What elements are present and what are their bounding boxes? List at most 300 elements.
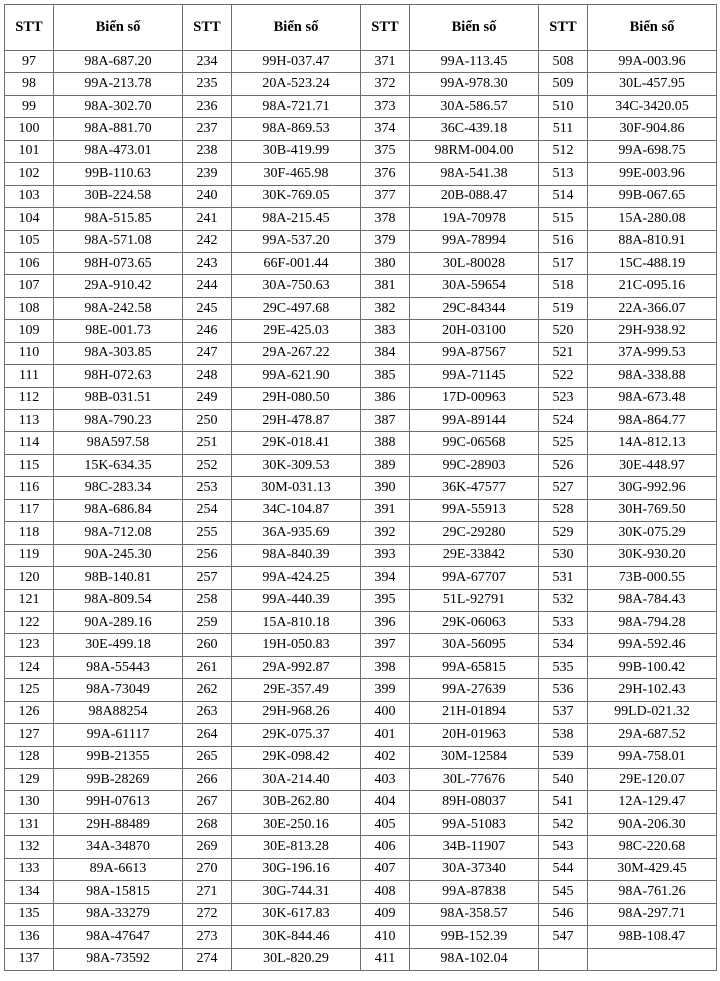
stt-cell: 235 — [183, 73, 232, 95]
stt-cell: 113 — [5, 410, 54, 432]
stt-cell: 394 — [361, 567, 410, 589]
stt-cell: 255 — [183, 522, 232, 544]
plate-number-cell: 98A-809.54 — [54, 589, 183, 611]
plate-number-cell: 98A-297.71 — [588, 903, 717, 925]
plate-number-cell: 99A-78994 — [410, 230, 539, 252]
stt-cell: 272 — [183, 903, 232, 925]
plate-number-cell: 98A-673.48 — [588, 387, 717, 409]
stt-cell: 525 — [539, 432, 588, 454]
plate-number-cell: 99A-55913 — [410, 499, 539, 521]
plate-number-cell: 99LD-021.32 — [588, 701, 717, 723]
table-row — [5, 679, 717, 701]
stt-cell: 237 — [183, 118, 232, 140]
stt-cell: 378 — [361, 208, 410, 230]
stt-cell: 400 — [361, 701, 410, 723]
plate-number-cell: 98B-031.51 — [54, 387, 183, 409]
plate-number-cell: 29H-938.92 — [588, 320, 717, 342]
stt-cell: 387 — [361, 410, 410, 432]
plate-number-cell: 98B-108.47 — [588, 926, 717, 948]
stt-cell: 384 — [361, 342, 410, 364]
plate-number-cell: 30F-465.98 — [232, 163, 361, 185]
table-row — [5, 320, 717, 342]
stt-cell: 371 — [361, 51, 410, 73]
stt-cell: 386 — [361, 387, 410, 409]
table-row — [5, 477, 717, 499]
plate-number-cell: 37A-999.53 — [588, 342, 717, 364]
table-row — [5, 813, 717, 835]
stt-cell: 535 — [539, 656, 588, 678]
plate-number-cell: 88A-810.91 — [588, 230, 717, 252]
plate-number-cell: 99A-67707 — [410, 567, 539, 589]
plate-number-cell: 98A-473.01 — [54, 140, 183, 162]
table-row — [5, 365, 717, 387]
plate-number-cell: 30L-77676 — [410, 769, 539, 791]
stt-cell: 126 — [5, 701, 54, 723]
stt-cell: 253 — [183, 477, 232, 499]
plate-number-cell: 98A-215.45 — [232, 208, 361, 230]
stt-cell: 514 — [539, 185, 588, 207]
plate-number-cell: 98A-712.08 — [54, 522, 183, 544]
plate-number-cell: 30A-59654 — [410, 275, 539, 297]
plate-number-cell: 34A-34870 — [54, 836, 183, 858]
stt-cell: 377 — [361, 185, 410, 207]
stt-cell: 537 — [539, 701, 588, 723]
plate-number-cell: 98A-541.38 — [410, 163, 539, 185]
plate-number-cell: 98A-47647 — [54, 926, 183, 948]
plate-number-cell: 99A-51083 — [410, 813, 539, 835]
stt-cell: 521 — [539, 342, 588, 364]
stt-cell: 527 — [539, 477, 588, 499]
plate-number-cell: 22A-366.07 — [588, 297, 717, 319]
stt-cell: 271 — [183, 881, 232, 903]
plate-number-cell: 36K-47577 — [410, 477, 539, 499]
stt-cell: 245 — [183, 297, 232, 319]
plate-number-cell: 66F-001.44 — [232, 252, 361, 274]
plate-number-cell: 98A-686.84 — [54, 499, 183, 521]
plate-number-cell: 98A-864.77 — [588, 410, 717, 432]
plate-number-cell: 98A-784.43 — [588, 589, 717, 611]
plate-number-cell: 98B-140.81 — [54, 567, 183, 589]
stt-cell: 268 — [183, 813, 232, 835]
plate-number-cell: 99A-698.75 — [588, 140, 717, 162]
plate-number-cell: 30L-820.29 — [232, 948, 361, 970]
plate-number-cell: 29E-357.49 — [232, 679, 361, 701]
plate-number-cell: 30G-196.16 — [232, 858, 361, 880]
table-row — [5, 140, 717, 162]
table-row — [5, 567, 717, 589]
plate-number-cell: 99A-621.90 — [232, 365, 361, 387]
plate-number-cell: 19A-70978 — [410, 208, 539, 230]
plate-number-cell: 30L-80028 — [410, 252, 539, 274]
plate-number-cell: 98A-761.26 — [588, 881, 717, 903]
plate-number-cell: 14A-812.13 — [588, 432, 717, 454]
stt-cell: 114 — [5, 432, 54, 454]
table-row — [5, 95, 717, 117]
stt-cell: 129 — [5, 769, 54, 791]
plate-number-cell: 98A-33279 — [54, 903, 183, 925]
plate-number-cell: 12A-129.47 — [588, 791, 717, 813]
stt-cell: 254 — [183, 499, 232, 521]
stt-cell: 541 — [539, 791, 588, 813]
plate-number-cell: 30B-419.99 — [232, 140, 361, 162]
plate-number-cell: 15K-634.35 — [54, 454, 183, 476]
stt-cell: 531 — [539, 567, 588, 589]
table-row — [5, 410, 717, 432]
plate-number-cell: 99B-21355 — [54, 746, 183, 768]
stt-cell: 512 — [539, 140, 588, 162]
stt-cell: 530 — [539, 544, 588, 566]
plate-number-cell: 30A-750.63 — [232, 275, 361, 297]
stt-cell: 529 — [539, 522, 588, 544]
stt-cell: 112 — [5, 387, 54, 409]
stt-cell: 240 — [183, 185, 232, 207]
plate-number-cell: 29A-687.52 — [588, 724, 717, 746]
plate-number-cell: 99A-440.39 — [232, 589, 361, 611]
plate-number-cell: 90A-289.16 — [54, 611, 183, 633]
stt-cell: 532 — [539, 589, 588, 611]
plate-number-cell: 89H-08037 — [410, 791, 539, 813]
stt-cell: 513 — [539, 163, 588, 185]
stt-cell: 379 — [361, 230, 410, 252]
stt-cell: 380 — [361, 252, 410, 274]
stt-cell: 403 — [361, 769, 410, 791]
plate-number-cell: 99A-89144 — [410, 410, 539, 432]
stt-cell: 251 — [183, 432, 232, 454]
table-header-row — [5, 5, 717, 51]
plate-number-cell: 99C-06568 — [410, 432, 539, 454]
plate-number-cell: 99A-003.96 — [588, 51, 717, 73]
plate-number-cell: 98C-220.68 — [588, 836, 717, 858]
plate-number-cell: 99B-28269 — [54, 769, 183, 791]
stt-cell: 249 — [183, 387, 232, 409]
plate-number-cell: 98A-73049 — [54, 679, 183, 701]
stt-cell: 402 — [361, 746, 410, 768]
stt-cell: 239 — [183, 163, 232, 185]
stt-cell: 105 — [5, 230, 54, 252]
header-plate-1: Biển số — [54, 5, 183, 51]
stt-cell: 544 — [539, 858, 588, 880]
plate-number-cell: 30L-457.95 — [588, 73, 717, 95]
stt-cell: 121 — [5, 589, 54, 611]
stt-cell: 392 — [361, 522, 410, 544]
stt-cell — [539, 948, 588, 970]
header-plate-3: Biển số — [410, 5, 539, 51]
stt-cell: 536 — [539, 679, 588, 701]
table-row — [5, 634, 717, 656]
plate-number-cell: 29E-425.03 — [232, 320, 361, 342]
stt-cell: 516 — [539, 230, 588, 252]
table-row — [5, 387, 717, 409]
stt-cell: 134 — [5, 881, 54, 903]
stt-cell: 111 — [5, 365, 54, 387]
table-row — [5, 454, 717, 476]
stt-cell: 261 — [183, 656, 232, 678]
plate-number-cell: 20H-03100 — [410, 320, 539, 342]
stt-cell: 264 — [183, 724, 232, 746]
stt-cell: 508 — [539, 51, 588, 73]
plate-number-cell: 98A-840.39 — [232, 544, 361, 566]
table-row — [5, 73, 717, 95]
plate-number-cell: 98H-073.65 — [54, 252, 183, 274]
plate-number-cell: 30K-617.83 — [232, 903, 361, 925]
table-row — [5, 724, 717, 746]
stt-cell: 107 — [5, 275, 54, 297]
stt-cell: 520 — [539, 320, 588, 342]
plate-number-cell: 89A-6613 — [54, 858, 183, 880]
stt-cell: 533 — [539, 611, 588, 633]
stt-cell: 135 — [5, 903, 54, 925]
stt-cell: 131 — [5, 813, 54, 835]
plate-number-cell: 30H-769.50 — [588, 499, 717, 521]
stt-cell: 247 — [183, 342, 232, 364]
stt-cell: 128 — [5, 746, 54, 768]
stt-cell: 407 — [361, 858, 410, 880]
plate-number-cell: 29A-267.22 — [232, 342, 361, 364]
stt-cell: 383 — [361, 320, 410, 342]
stt-cell: 137 — [5, 948, 54, 970]
stt-cell: 244 — [183, 275, 232, 297]
table-row — [5, 230, 717, 252]
stt-cell: 524 — [539, 410, 588, 432]
table-row — [5, 656, 717, 678]
stt-cell: 399 — [361, 679, 410, 701]
stt-cell: 547 — [539, 926, 588, 948]
stt-cell: 252 — [183, 454, 232, 476]
header-stt-1: STT — [5, 5, 54, 51]
plate-number-cell: 30B-262.80 — [232, 791, 361, 813]
stt-cell: 110 — [5, 342, 54, 364]
table-row — [5, 589, 717, 611]
stt-cell: 127 — [5, 724, 54, 746]
table-row — [5, 611, 717, 633]
plate-number-cell: 98A-515.85 — [54, 208, 183, 230]
stt-cell: 385 — [361, 365, 410, 387]
plate-number-cell: 90A-245.30 — [54, 544, 183, 566]
plate-number-cell: 98A-790.23 — [54, 410, 183, 432]
stt-cell: 410 — [361, 926, 410, 948]
plate-number-cell: 98A-721.71 — [232, 95, 361, 117]
stt-cell: 269 — [183, 836, 232, 858]
plate-number-cell: 99H-037.47 — [232, 51, 361, 73]
plate-number-cell: 99A-61117 — [54, 724, 183, 746]
plate-number-cell: 29E-120.07 — [588, 769, 717, 791]
plate-number-cell: 30M-031.13 — [232, 477, 361, 499]
plate-number-cell: 34C-104.87 — [232, 499, 361, 521]
plate-number-cell: 99A-87838 — [410, 881, 539, 903]
stt-cell: 236 — [183, 95, 232, 117]
stt-cell: 382 — [361, 297, 410, 319]
plate-number-cell: 99A-537.20 — [232, 230, 361, 252]
stt-cell: 405 — [361, 813, 410, 835]
plate-number-cell — [588, 948, 717, 970]
plate-number-cell: 30E-250.16 — [232, 813, 361, 835]
plate-number-cell: 21H-01894 — [410, 701, 539, 723]
plate-number-cell: 15A-810.18 — [232, 611, 361, 633]
plate-number-cell: 99A-71145 — [410, 365, 539, 387]
stt-cell: 243 — [183, 252, 232, 274]
header-stt-4: STT — [539, 5, 588, 51]
stt-cell: 263 — [183, 701, 232, 723]
plate-number-cell: 34B-11907 — [410, 836, 539, 858]
plate-number-cell: 98A-869.53 — [232, 118, 361, 140]
stt-cell: 517 — [539, 252, 588, 274]
plate-number-cell: 29K-098.42 — [232, 746, 361, 768]
table-row — [5, 836, 717, 858]
stt-cell: 390 — [361, 477, 410, 499]
stt-cell: 132 — [5, 836, 54, 858]
stt-cell: 388 — [361, 432, 410, 454]
plate-number-cell: 30A-56095 — [410, 634, 539, 656]
stt-cell: 234 — [183, 51, 232, 73]
plate-number-cell: 98A-302.70 — [54, 95, 183, 117]
stt-cell: 265 — [183, 746, 232, 768]
stt-cell: 408 — [361, 881, 410, 903]
plate-number-cell: 98A-571.08 — [54, 230, 183, 252]
plate-number-cell: 30K-930.20 — [588, 544, 717, 566]
stt-cell: 395 — [361, 589, 410, 611]
plate-number-cell: 30F-904.86 — [588, 118, 717, 140]
plate-number-cell: 30B-224.58 — [54, 185, 183, 207]
plate-number-cell: 99A-592.46 — [588, 634, 717, 656]
plate-number-cell: 99A-424.25 — [232, 567, 361, 589]
plate-number-cell: 15C-488.19 — [588, 252, 717, 274]
plate-number-cell: 98A-303.85 — [54, 342, 183, 364]
plate-number-cell: 98C-283.34 — [54, 477, 183, 499]
stt-cell: 522 — [539, 365, 588, 387]
plate-number-cell: 99B-100.42 — [588, 656, 717, 678]
plate-number-cell: 34C-3420.05 — [588, 95, 717, 117]
header-plate-4: Biển số — [588, 5, 717, 51]
plate-number-cell: 29A-910.42 — [54, 275, 183, 297]
plate-number-cell: 99A-113.45 — [410, 51, 539, 73]
plate-number-cell: 36A-935.69 — [232, 522, 361, 544]
plate-number-cell: 29K-018.41 — [232, 432, 361, 454]
plate-number-cell: 98A-102.04 — [410, 948, 539, 970]
stt-cell: 393 — [361, 544, 410, 566]
plate-number-cell: 99H-07613 — [54, 791, 183, 813]
stt-cell: 104 — [5, 208, 54, 230]
stt-cell: 376 — [361, 163, 410, 185]
plate-number-cell: 99A-87567 — [410, 342, 539, 364]
plate-number-cell: 15A-280.08 — [588, 208, 717, 230]
stt-cell: 545 — [539, 881, 588, 903]
plate-number-cell: 19H-050.83 — [232, 634, 361, 656]
table-row — [5, 903, 717, 925]
stt-cell: 546 — [539, 903, 588, 925]
stt-cell: 518 — [539, 275, 588, 297]
stt-cell: 115 — [5, 454, 54, 476]
stt-cell: 540 — [539, 769, 588, 791]
stt-cell: 116 — [5, 477, 54, 499]
table-row — [5, 163, 717, 185]
stt-cell: 242 — [183, 230, 232, 252]
plate-number-cell: 30E-813.28 — [232, 836, 361, 858]
stt-cell: 125 — [5, 679, 54, 701]
plate-number-cell: 98A-55443 — [54, 656, 183, 678]
stt-cell: 528 — [539, 499, 588, 521]
plate-number-cell: 98A-242.58 — [54, 297, 183, 319]
table-row — [5, 858, 717, 880]
table-row — [5, 881, 717, 903]
plate-number-cell: 98A-338.88 — [588, 365, 717, 387]
stt-cell: 396 — [361, 611, 410, 633]
stt-cell: 124 — [5, 656, 54, 678]
stt-cell: 523 — [539, 387, 588, 409]
plate-number-cell: 29C-84344 — [410, 297, 539, 319]
plate-number-cell: 98A88254 — [54, 701, 183, 723]
plate-number-cell: 98A-15815 — [54, 881, 183, 903]
stt-cell: 109 — [5, 320, 54, 342]
stt-cell: 375 — [361, 140, 410, 162]
plate-number-cell: 29C-497.68 — [232, 297, 361, 319]
plate-number-cell: 29H-102.43 — [588, 679, 717, 701]
stt-cell: 266 — [183, 769, 232, 791]
plate-number-cell: 30A-586.57 — [410, 95, 539, 117]
plate-number-cell: 90A-206.30 — [588, 813, 717, 835]
stt-cell: 406 — [361, 836, 410, 858]
table-row — [5, 746, 717, 768]
stt-cell: 98 — [5, 73, 54, 95]
stt-cell: 246 — [183, 320, 232, 342]
plate-number-cell: 29K-06063 — [410, 611, 539, 633]
plate-number-cell: 99E-003.96 — [588, 163, 717, 185]
stt-cell: 101 — [5, 140, 54, 162]
stt-cell: 136 — [5, 926, 54, 948]
plate-number-cell: 99B-067.65 — [588, 185, 717, 207]
plate-number-cell: 98H-072.63 — [54, 365, 183, 387]
table-row — [5, 701, 717, 723]
stt-cell: 519 — [539, 297, 588, 319]
stt-cell: 273 — [183, 926, 232, 948]
table-body — [5, 51, 717, 971]
plate-number-cell: 29C-29280 — [410, 522, 539, 544]
plate-number-cell: 29K-075.37 — [232, 724, 361, 746]
plate-number-cell: 98A597.58 — [54, 432, 183, 454]
plate-number-cell: 99A-213.78 — [54, 73, 183, 95]
stt-cell: 103 — [5, 185, 54, 207]
table-row — [5, 185, 717, 207]
table-row — [5, 118, 717, 140]
table-row — [5, 522, 717, 544]
stt-cell: 257 — [183, 567, 232, 589]
plate-number-cell: 99A-27639 — [410, 679, 539, 701]
table-row — [5, 297, 717, 319]
plate-number-cell: 30G-744.31 — [232, 881, 361, 903]
stt-cell: 241 — [183, 208, 232, 230]
plate-number-cell: 73B-000.55 — [588, 567, 717, 589]
plate-number-cell: 21C-095.16 — [588, 275, 717, 297]
stt-cell: 99 — [5, 95, 54, 117]
plate-number-cell: 99A-65815 — [410, 656, 539, 678]
stt-cell: 267 — [183, 791, 232, 813]
table-row — [5, 208, 717, 230]
stt-cell: 106 — [5, 252, 54, 274]
plate-number-cell: 36C-439.18 — [410, 118, 539, 140]
plate-number-cell: 30E-499.18 — [54, 634, 183, 656]
stt-cell: 133 — [5, 858, 54, 880]
header-stt-3: STT — [361, 5, 410, 51]
stt-cell: 389 — [361, 454, 410, 476]
plate-number-cell: 98A-73592 — [54, 948, 183, 970]
table-row — [5, 499, 717, 521]
table-row — [5, 275, 717, 297]
stt-cell: 274 — [183, 948, 232, 970]
stt-cell: 102 — [5, 163, 54, 185]
plate-number-cell: 98A-794.28 — [588, 611, 717, 633]
plate-number-cell: 99B-110.63 — [54, 163, 183, 185]
stt-cell: 526 — [539, 454, 588, 476]
stt-cell: 372 — [361, 73, 410, 95]
